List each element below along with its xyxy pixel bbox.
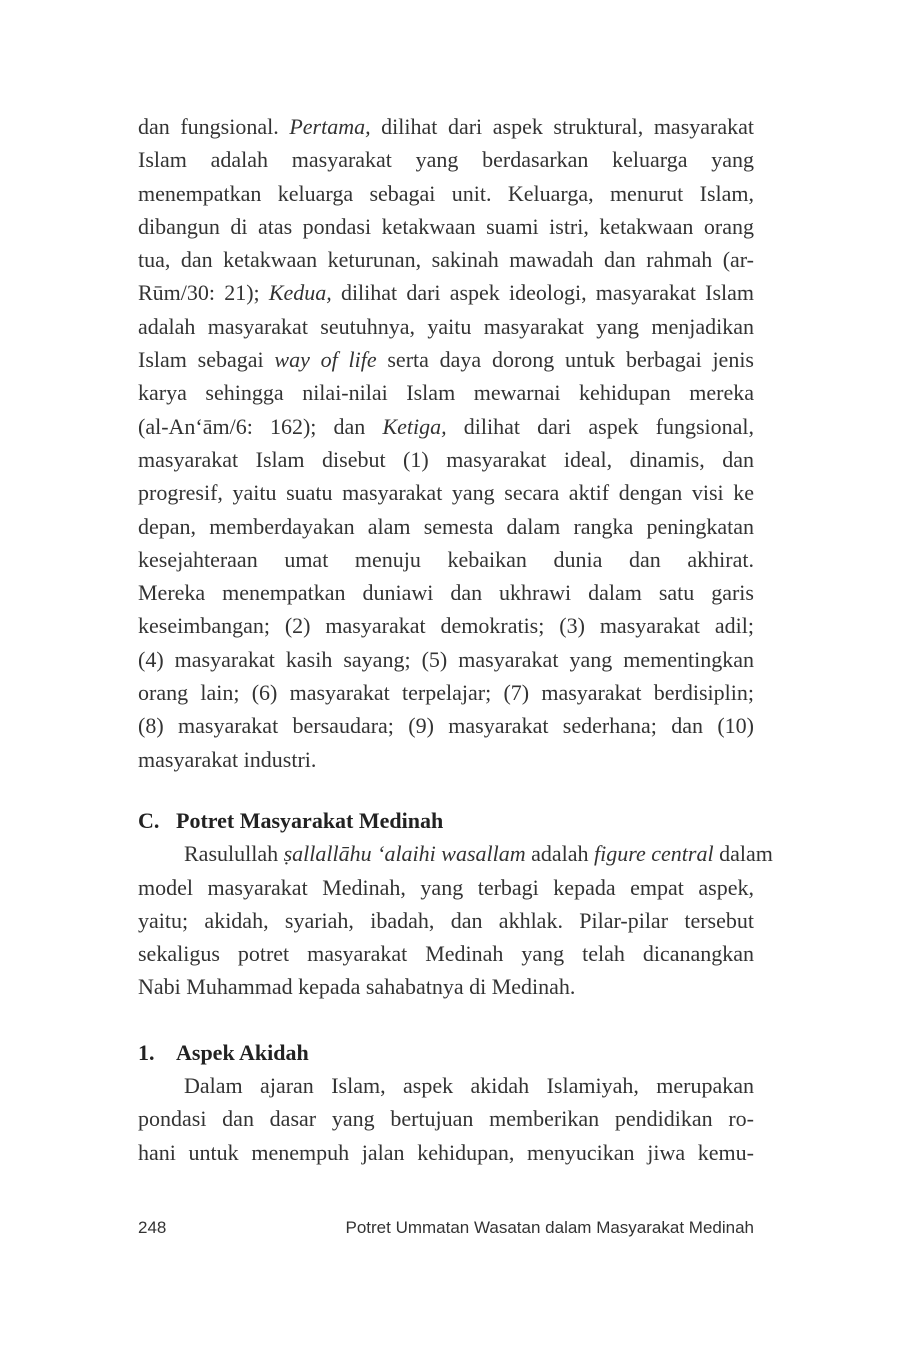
- text-line: keseimbangan; (2) masyarakat demokratis; (3) masyarakat adil;: [138, 613, 754, 639]
- text-line: Nabi Muhammad kepada sahabatnya di Medinah.: [138, 974, 576, 1000]
- text-line: kesejahteraan umat menuju kebaikan dunia dan akhirat.: [138, 546, 754, 572]
- text-line: Islam adalah masyarakat yang berdasarkan keluarga yang: [138, 147, 754, 173]
- text-line: hani untuk menempuh jalan kehidupan, menyucikan jiwa kemu-: [138, 1139, 754, 1165]
- text-line: pondasi dan dasar yang bertujuan memberikan pendidikan ro-: [138, 1106, 754, 1132]
- section-c-heading: [138, 804, 754, 837]
- page-body: [138, 110, 773, 1169]
- text-line: model masyarakat Medinah, yang terbagi kepada empat aspek,: [138, 874, 754, 900]
- section-number: 1.: [138, 1039, 155, 1065]
- text-line: tua, dan ketakwaan keturunan, sakinah mawadah dan rahmah (ar-: [138, 247, 754, 273]
- text-line: sekaligus potret masyarakat Medinah yang telah dicanangkan: [138, 941, 754, 967]
- section-1-heading: [138, 1036, 754, 1069]
- page-number: 248: [138, 1218, 167, 1237]
- text-line: orang lain; (6) masyarakat terpelajar; (7) masyarakat berdisiplin;: [138, 680, 754, 706]
- text-line: dibangun di atas pondasi ketakwaan suami istri, ketakwaan orang: [138, 213, 754, 239]
- text-line: menempatkan keluarga sebagai unit. Keluarga, menurut Islam,: [138, 180, 754, 206]
- text-line: (al-An‘ām/6: 162); dan Ketiga, dilihat dari aspek fungsional,: [138, 413, 754, 439]
- text-line: masyarakat Islam disebut (1) masyarakat ideal, dinamis, dan: [138, 446, 754, 472]
- text-line: Dalam ajaran Islam, aspek akidah Islamiyah, merupakan: [184, 1073, 754, 1099]
- text-line: depan, memberdayakan alam semesta dalam rangka peningkatan: [138, 513, 754, 539]
- text-line: masyarakat industri.: [138, 746, 317, 772]
- paragraph-1: [138, 110, 754, 776]
- text-line: Rasulullah ṣallallāhu ‘alaihi wasallam adalah figure central dalam: [184, 841, 773, 867]
- text-line: karya sehingga nilai-nilai Islam mewarnai kehidupan mereka: [138, 380, 754, 406]
- text-line: progresif, yaitu suatu masyarakat yang secara aktif dengan visi ke: [138, 480, 754, 506]
- section-c-paragraph: [138, 837, 773, 1003]
- section-title: Potret Masyarakat Medinah: [176, 807, 444, 833]
- section-1-paragraph: [138, 1069, 754, 1169]
- text-line: dan fungsional. Pertama, dilihat dari aspek struktural, masyarakat: [138, 114, 754, 139]
- text-line: yaitu; akidah, syariah, ibadah, dan akhlak. Pilar-pilar tersebut: [138, 907, 754, 933]
- running-head: Potret Ummatan Wasatan dalam Masyarakat Medinah: [345, 1218, 754, 1237]
- page-footer: [138, 1218, 754, 1248]
- text-line: Islam sebagai way of life serta daya dorong untuk berbagai jenis: [138, 347, 754, 373]
- text-line: (8) masyarakat bersaudara; (9) masyarakat sederhana; dan (10): [138, 713, 754, 739]
- text-line: (4) masyarakat kasih sayang; (5) masyarakat yang mementingkan: [138, 646, 754, 672]
- text-line: adalah masyarakat seutuhnya, yaitu masyarakat yang menjadikan: [138, 313, 754, 339]
- section-title: Aspek Akidah: [176, 1039, 309, 1065]
- text-line: Mereka menempatkan duniawi dan ukhrawi dalam satu garis: [138, 580, 754, 606]
- section-number: C.: [138, 807, 160, 833]
- text-line: Rūm/30: 21); Kedua, dilihat dari aspek ideologi, masyarakat Islam: [138, 280, 754, 306]
